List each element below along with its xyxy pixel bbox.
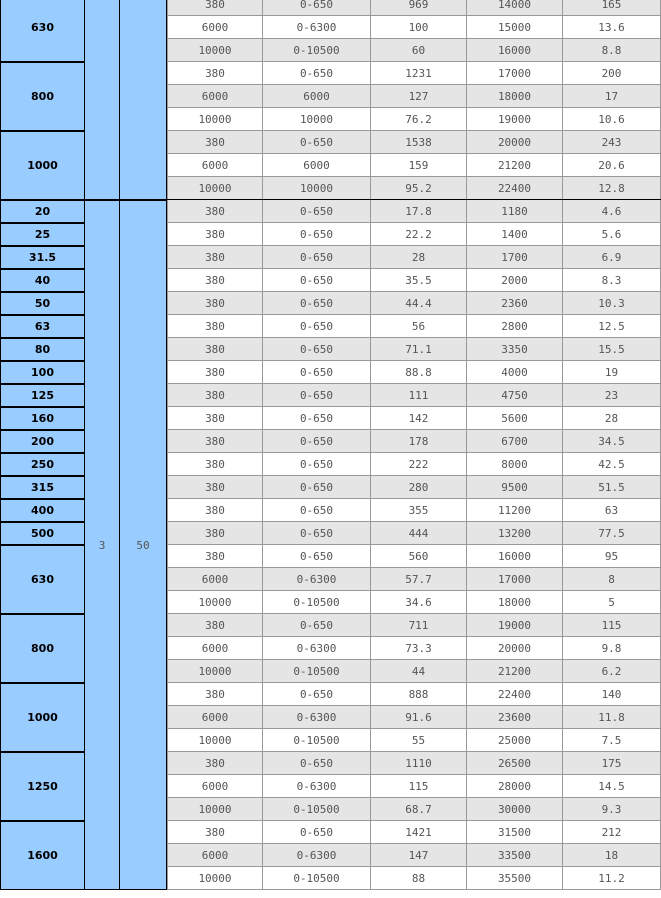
impedance-cell: 19: [563, 361, 661, 384]
range-cell: 0-6300: [263, 775, 371, 798]
short-circuit-cell: 9500: [467, 476, 563, 499]
current-cell: 888: [371, 683, 467, 706]
current-cell: 88.8: [371, 361, 467, 384]
short-circuit-cell: 6700: [467, 430, 563, 453]
range-cell: 0-650: [263, 384, 371, 407]
short-circuit-cell: 20000: [467, 131, 563, 154]
current-cell: 76.2: [371, 108, 467, 131]
impedance-cell: 212: [563, 821, 661, 844]
voltage-cell: 380: [167, 522, 263, 545]
impedance-cell: 8.3: [563, 269, 661, 292]
capacity-cell: 1000: [0, 131, 85, 200]
current-cell: 969: [371, 0, 467, 16]
impedance-cell: 77.5: [563, 522, 661, 545]
short-circuit-cell: 1180: [467, 200, 563, 223]
capacity-cell: 160: [0, 407, 85, 430]
voltage-cell: 6000: [167, 85, 263, 108]
voltage-cell: 380: [167, 384, 263, 407]
range-cell: 0-10500: [263, 798, 371, 821]
impedance-cell: 9.8: [563, 637, 661, 660]
impedance-cell: 51.5: [563, 476, 661, 499]
voltage-cell: 380: [167, 453, 263, 476]
current-cell: 71.1: [371, 338, 467, 361]
range-cell: 0-650: [263, 614, 371, 637]
impedance-cell: 4.6: [563, 200, 661, 223]
impedance-cell: 12.8: [563, 177, 661, 200]
capacity-cell: 1600: [0, 821, 85, 890]
short-circuit-cell: 18000: [467, 591, 563, 614]
range-cell: 0-6300: [263, 844, 371, 867]
current-cell: 95.2: [371, 177, 467, 200]
current-cell: 147: [371, 844, 467, 867]
range-cell: 0-650: [263, 292, 371, 315]
impedance-cell: 6.2: [563, 660, 661, 683]
voltage-cell: 380: [167, 223, 263, 246]
range-cell: 0-650: [263, 821, 371, 844]
voltage-cell: 380: [167, 407, 263, 430]
capacity-cell: 500: [0, 522, 85, 545]
current-cell: 222: [371, 453, 467, 476]
impedance-cell: 15.5: [563, 338, 661, 361]
voltage-cell: 10000: [167, 798, 263, 821]
frequency-column: [119, 0, 167, 200]
range-cell: 6000: [263, 85, 371, 108]
voltage-cell: 380: [167, 476, 263, 499]
short-circuit-cell: 19000: [467, 614, 563, 637]
capacity-cell: 250: [0, 453, 85, 476]
range-cell: 0-6300: [263, 706, 371, 729]
voltage-cell: 380: [167, 752, 263, 775]
range-cell: 0-10500: [263, 39, 371, 62]
impedance-cell: 175: [563, 752, 661, 775]
capacity-cell: 1000: [0, 683, 85, 752]
current-cell: 22.2: [371, 223, 467, 246]
impedance-cell: 14.5: [563, 775, 661, 798]
range-cell: 0-650: [263, 200, 371, 223]
frequency-column: 50: [119, 200, 167, 890]
impedance-cell: 5.6: [563, 223, 661, 246]
short-circuit-cell: 2000: [467, 269, 563, 292]
current-cell: 73.3: [371, 637, 467, 660]
voltage-cell: 380: [167, 614, 263, 637]
range-cell: 0-650: [263, 522, 371, 545]
short-circuit-cell: 4750: [467, 384, 563, 407]
short-circuit-cell: 22400: [467, 177, 563, 200]
capacity-cell: 315: [0, 476, 85, 499]
impedance-cell: 9.3: [563, 798, 661, 821]
current-cell: 1421: [371, 821, 467, 844]
short-circuit-cell: 35500: [467, 867, 563, 890]
capacity-cell: 100: [0, 361, 85, 384]
voltage-cell: 380: [167, 269, 263, 292]
current-cell: 68.7: [371, 798, 467, 821]
range-cell: 0-650: [263, 246, 371, 269]
voltage-cell: 6000: [167, 775, 263, 798]
capacity-cell: 630: [0, 0, 85, 62]
voltage-cell: 6000: [167, 844, 263, 867]
short-circuit-cell: 28000: [467, 775, 563, 798]
current-cell: 1538: [371, 131, 467, 154]
current-cell: 91.6: [371, 706, 467, 729]
range-cell: 0-650: [263, 223, 371, 246]
capacity-cell: 125: [0, 384, 85, 407]
voltage-cell: 380: [167, 292, 263, 315]
short-circuit-cell: 22400: [467, 683, 563, 706]
range-cell: 0-10500: [263, 591, 371, 614]
short-circuit-cell: 1400: [467, 223, 563, 246]
impedance-cell: 8: [563, 568, 661, 591]
short-circuit-cell: 21200: [467, 660, 563, 683]
current-cell: 56: [371, 315, 467, 338]
current-cell: 115: [371, 775, 467, 798]
range-cell: 6000: [263, 154, 371, 177]
current-cell: 17.8: [371, 200, 467, 223]
short-circuit-cell: 16000: [467, 545, 563, 568]
range-cell: 0-10500: [263, 729, 371, 752]
capacity-cell: 1250: [0, 752, 85, 821]
range-cell: 0-650: [263, 62, 371, 85]
voltage-cell: 6000: [167, 637, 263, 660]
range-cell: 0-650: [263, 338, 371, 361]
short-circuit-cell: 19000: [467, 108, 563, 131]
current-cell: 34.6: [371, 591, 467, 614]
capacity-cell: 20: [0, 200, 85, 223]
current-cell: 60: [371, 39, 467, 62]
short-circuit-cell: 1700: [467, 246, 563, 269]
range-cell: 0-6300: [263, 16, 371, 39]
impedance-cell: 63: [563, 499, 661, 522]
short-circuit-cell: 30000: [467, 798, 563, 821]
impedance-cell: 243: [563, 131, 661, 154]
short-circuit-cell: 2800: [467, 315, 563, 338]
range-cell: 0-650: [263, 269, 371, 292]
impedance-cell: 34.5: [563, 430, 661, 453]
current-cell: 142: [371, 407, 467, 430]
current-cell: 711: [371, 614, 467, 637]
short-circuit-cell: 23600: [467, 706, 563, 729]
voltage-cell: 380: [167, 683, 263, 706]
capacity-cell: 400: [0, 499, 85, 522]
impedance-cell: 11.2: [563, 867, 661, 890]
voltage-cell: 380: [167, 338, 263, 361]
voltage-cell: 10000: [167, 660, 263, 683]
current-cell: 111: [371, 384, 467, 407]
current-cell: 444: [371, 522, 467, 545]
current-cell: 44: [371, 660, 467, 683]
impedance-cell: 23: [563, 384, 661, 407]
short-circuit-cell: 25000: [467, 729, 563, 752]
short-circuit-cell: 5600: [467, 407, 563, 430]
current-cell: 280: [371, 476, 467, 499]
short-circuit-cell: 8000: [467, 453, 563, 476]
current-cell: 35.5: [371, 269, 467, 292]
capacity-cell: 31.5: [0, 246, 85, 269]
range-cell: 0-10500: [263, 660, 371, 683]
short-circuit-cell: 15000: [467, 16, 563, 39]
impedance-cell: 140: [563, 683, 661, 706]
voltage-cell: 6000: [167, 706, 263, 729]
current-cell: 560: [371, 545, 467, 568]
short-circuit-cell: 18000: [467, 85, 563, 108]
short-circuit-cell: 33500: [467, 844, 563, 867]
range-cell: 0-650: [263, 545, 371, 568]
impedance-cell: 17: [563, 85, 661, 108]
voltage-cell: 6000: [167, 16, 263, 39]
short-circuit-cell: 16000: [467, 39, 563, 62]
range-cell: 0-650: [263, 499, 371, 522]
impedance-cell: 5: [563, 591, 661, 614]
short-circuit-cell: 17000: [467, 62, 563, 85]
impedance-cell: 8.8: [563, 39, 661, 62]
impedance-cell: 7.5: [563, 729, 661, 752]
voltage-cell: 380: [167, 200, 263, 223]
phase-column: [84, 0, 120, 200]
range-cell: 0-650: [263, 430, 371, 453]
impedance-cell: 12.5: [563, 315, 661, 338]
voltage-cell: 10000: [167, 729, 263, 752]
capacity-cell: 800: [0, 614, 85, 683]
current-cell: 100: [371, 16, 467, 39]
current-cell: 355: [371, 499, 467, 522]
voltage-cell: 380: [167, 430, 263, 453]
range-cell: 0-650: [263, 476, 371, 499]
range-cell: 0-650: [263, 0, 371, 16]
short-circuit-cell: 2360: [467, 292, 563, 315]
phase-column: 3: [84, 200, 120, 890]
range-cell: 0-6300: [263, 568, 371, 591]
range-cell: 0-650: [263, 407, 371, 430]
capacity-cell: 50: [0, 292, 85, 315]
impedance-cell: 10.6: [563, 108, 661, 131]
impedance-cell: 20.6: [563, 154, 661, 177]
short-circuit-cell: 11200: [467, 499, 563, 522]
current-cell: 57.7: [371, 568, 467, 591]
range-cell: 0-650: [263, 752, 371, 775]
current-cell: 1231: [371, 62, 467, 85]
impedance-cell: 28: [563, 407, 661, 430]
current-cell: 178: [371, 430, 467, 453]
current-cell: 28: [371, 246, 467, 269]
voltage-cell: 380: [167, 62, 263, 85]
impedance-cell: 11.8: [563, 706, 661, 729]
voltage-cell: 10000: [167, 177, 263, 200]
capacity-cell: 40: [0, 269, 85, 292]
short-circuit-cell: 31500: [467, 821, 563, 844]
voltage-cell: 6000: [167, 154, 263, 177]
current-cell: 55: [371, 729, 467, 752]
current-cell: 127: [371, 85, 467, 108]
current-cell: 159: [371, 154, 467, 177]
capacity-cell: 80: [0, 338, 85, 361]
capacity-cell: 630: [0, 545, 85, 614]
voltage-cell: 10000: [167, 39, 263, 62]
voltage-cell: 380: [167, 131, 263, 154]
short-circuit-cell: 4000: [467, 361, 563, 384]
capacity-cell: 800: [0, 62, 85, 131]
voltage-cell: 380: [167, 821, 263, 844]
voltage-cell: 380: [167, 0, 263, 16]
range-cell: 10000: [263, 108, 371, 131]
short-circuit-cell: 14000: [467, 0, 563, 16]
voltage-cell: 10000: [167, 867, 263, 890]
voltage-cell: 10000: [167, 108, 263, 131]
short-circuit-cell: 17000: [467, 568, 563, 591]
range-cell: 0-10500: [263, 867, 371, 890]
impedance-cell: 95: [563, 545, 661, 568]
impedance-cell: 18: [563, 844, 661, 867]
capacity-cell: 200: [0, 430, 85, 453]
range-cell: 0-650: [263, 361, 371, 384]
impedance-cell: 13.6: [563, 16, 661, 39]
voltage-cell: 380: [167, 315, 263, 338]
short-circuit-cell: 21200: [467, 154, 563, 177]
impedance-cell: 115: [563, 614, 661, 637]
range-cell: 0-650: [263, 131, 371, 154]
current-cell: 1110: [371, 752, 467, 775]
impedance-cell: 10.3: [563, 292, 661, 315]
voltage-cell: 380: [167, 499, 263, 522]
voltage-cell: 380: [167, 545, 263, 568]
range-cell: 0-650: [263, 453, 371, 476]
short-circuit-cell: 3350: [467, 338, 563, 361]
voltage-cell: 6000: [167, 568, 263, 591]
impedance-cell: 6.9: [563, 246, 661, 269]
current-cell: 88: [371, 867, 467, 890]
voltage-cell: 380: [167, 361, 263, 384]
impedance-cell: 200: [563, 62, 661, 85]
impedance-cell: 42.5: [563, 453, 661, 476]
range-cell: 0-650: [263, 315, 371, 338]
voltage-cell: 380: [167, 246, 263, 269]
short-circuit-cell: 20000: [467, 637, 563, 660]
current-cell: 44.4: [371, 292, 467, 315]
short-circuit-cell: 13200: [467, 522, 563, 545]
capacity-cell: 63: [0, 315, 85, 338]
capacity-cell: 25: [0, 223, 85, 246]
range-cell: 0-650: [263, 683, 371, 706]
range-cell: 10000: [263, 177, 371, 200]
impedance-cell: 165: [563, 0, 661, 16]
voltage-cell: 10000: [167, 591, 263, 614]
range-cell: 0-6300: [263, 637, 371, 660]
short-circuit-cell: 26500: [467, 752, 563, 775]
